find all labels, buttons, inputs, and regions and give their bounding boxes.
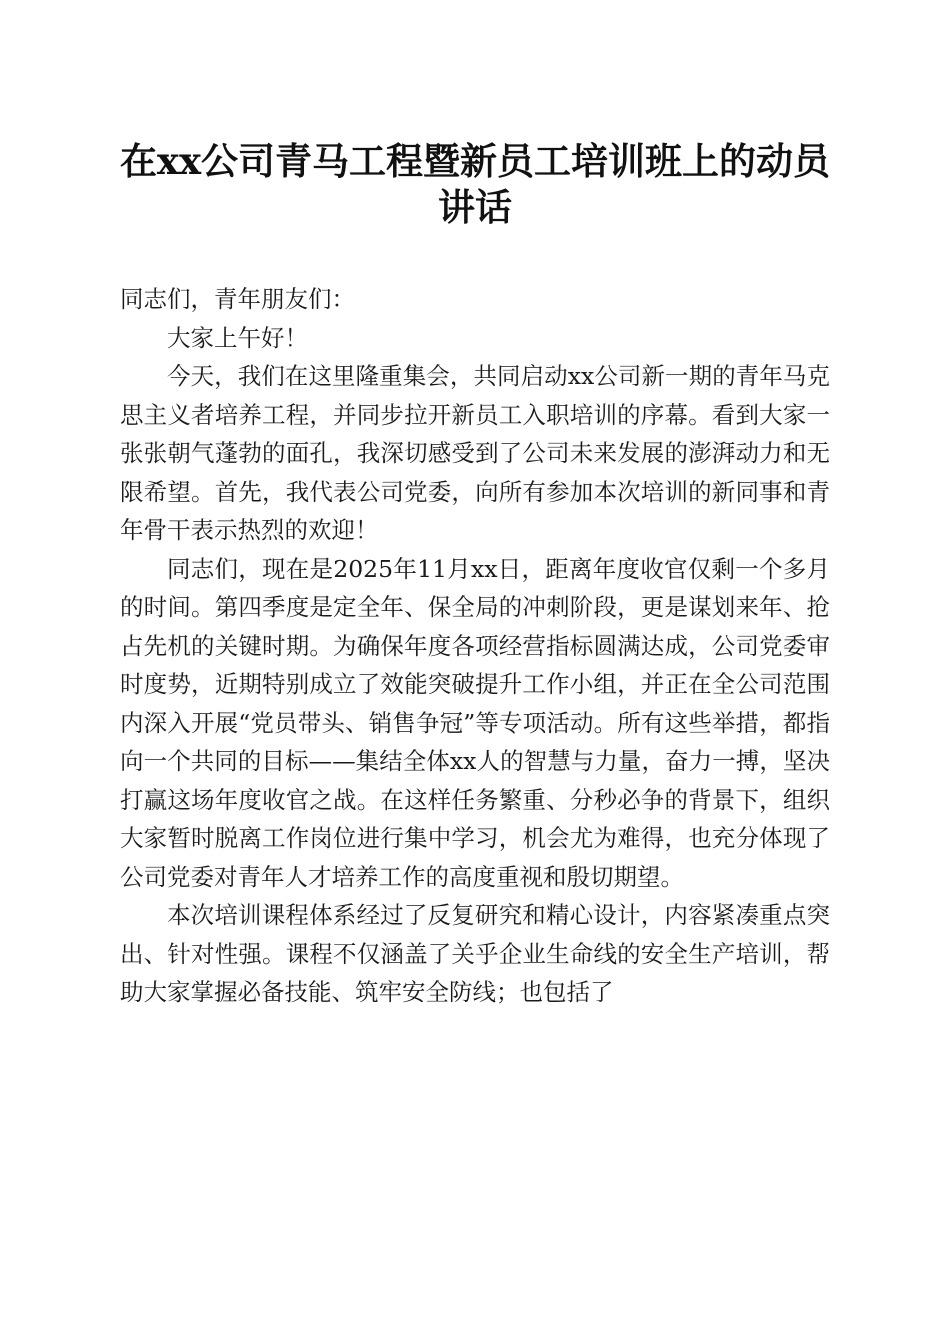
salutation: 同志们，青年朋友们： <box>120 285 355 313</box>
paragraph-context: 同志们，现在是2025年11月xx日，距离年度收官仅剩一个多月的时间。第四季度是定全年、保全局的冲刺阶段，更是谋划来年、抢占先机的关键时期。为确保年度各项经营指标圆满达成，公司党委审时度势，近期特别成立了效能突破提升工作小组，并正在全公司范围内深入开展“党员带头、销售争冠”等专项活动。所有这些举措，都指向一个共同的目标——集结全体xx人的智慧与力量，奋力一搏，坚决打赢这场年度收官之战。在这样任务繁重、分秒必争的背景下，组织大家暂时脱离工作岗位进行集中学习，机会尤为难得，也充分体现了公司党委对青年人才培养工作的高度重视和殷切期望。 <box>120 554 830 891</box>
paragraph-opening: 今天，我们在这里隆重集会，共同启动xx公司新一期的青年马克思主义者培养工程，并同步拉开新员工入职培训的序幕。看到大家一张张朝气蓬勃的面孔，我深切感受到了公司未来发展的澎湃动力和无限希望。首先，我代表公司党委，向所有参加本次培训的新同事和青年骨干表示热烈的欢迎！ <box>120 362 830 544</box>
paragraph-training: 本次培训课程体系经过了反复研究和精心设计，内容紧凑重点突出、针对性强。课程不仅涵盖了关乎企业生命线的安全生产培训，帮助大家掌握必备技能、筑牢安全防线；也包括了 <box>120 901 830 1006</box>
greeting: 大家上午好！ <box>167 323 308 352</box>
document-body <box>120 280 830 1012</box>
document-title: 在xx公司青马工程暨新员工培训班上的动员讲话 <box>119 139 831 229</box>
